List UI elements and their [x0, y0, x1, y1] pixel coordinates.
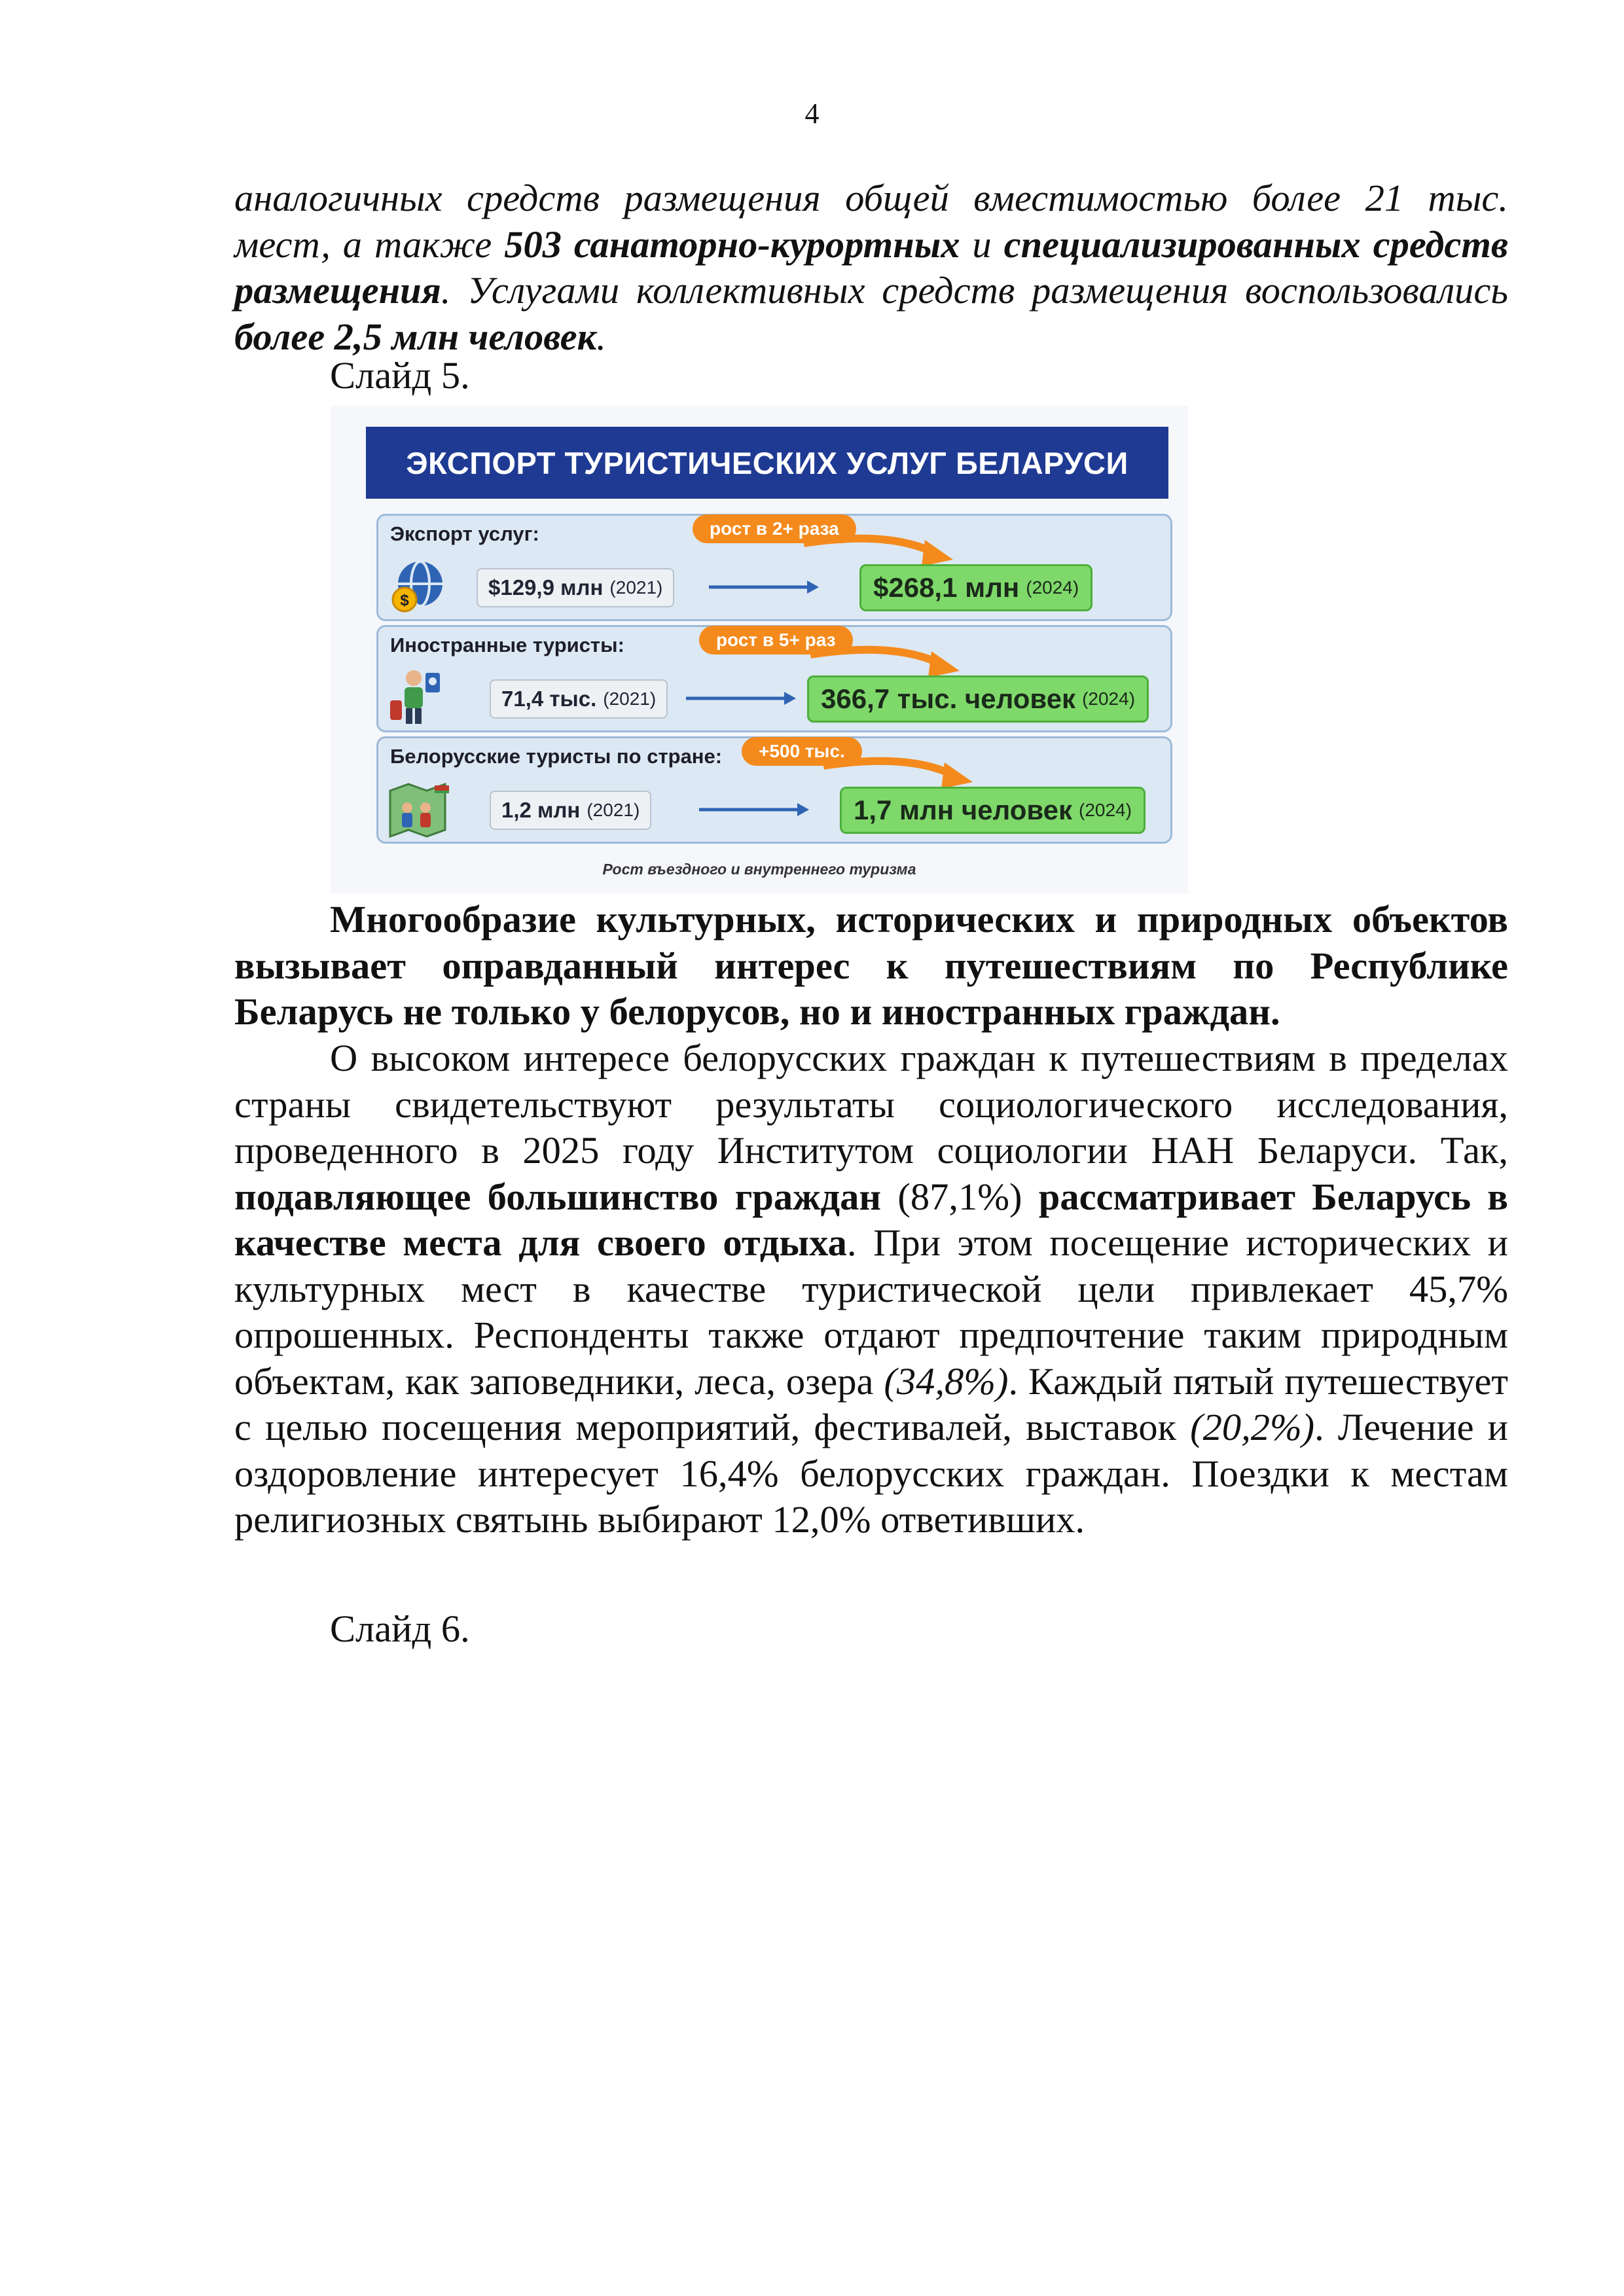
- export-services-row: [376, 514, 1172, 621]
- para3-bold-2: рассматривает Беларусь в качестве места для своего отдыха: [234, 1175, 1508, 1264]
- map-people-icon: [388, 779, 453, 841]
- svg-text:$: $: [400, 592, 409, 609]
- para1-text-1: аналогичных средств размещения общей вместимостью более 21 тыс. мест, а также: [234, 177, 1508, 266]
- foreign-tourists-row: [376, 625, 1172, 732]
- old-year: (2021): [603, 689, 657, 709]
- paragraph-cultural-diversity: Многообразие культурных, исторических и природных объектов вызывает оправданный интерес к путешествиям по Республике Беларусь не только у белорусов, но и иностранных граждан.: [234, 898, 1508, 1033]
- new-year: (2024): [1026, 577, 1079, 598]
- globe-money-icon: [388, 556, 446, 619]
- orange-growth-arrow-icon: [804, 524, 954, 569]
- para3-text-5: . Лечение и оздоровление интересует 16,4% белорусских граждан. Поездки к местам религиозных святынь выбирают 12,0% ответивших.: [234, 1406, 1508, 1541]
- value-2024: [840, 787, 1146, 834]
- old-value: 1,2 млн: [501, 798, 581, 822]
- old-year: (2021): [586, 800, 640, 820]
- para1-bold-2: специализированных средств размещения: [234, 223, 1508, 312]
- blue-arrow-icon: [686, 689, 797, 708]
- growth-badge: рост в 2+ раза: [693, 514, 856, 543]
- value-2021: [490, 679, 668, 719]
- value-2024: [859, 564, 1092, 611]
- para3-text-1: О высоком интересе белорусских граждан к путешествиям в пределах страны свидетельствуют результаты социологического исследования, проведенного в 2025 году Институтом социологии НАН Беларуси. Так,: [234, 1037, 1508, 1172]
- traveler-icon: [388, 668, 446, 730]
- para1-bold-1: 503 санаторно-курортных: [504, 223, 960, 266]
- paragraph-sociological-study: [234, 1035, 1508, 1543]
- row-label: Белорусские туристы по стране:: [390, 745, 723, 768]
- page-number: 4: [804, 98, 820, 130]
- growth-badge: +500 тыс.: [742, 737, 862, 766]
- old-value: $129,9 млн: [488, 575, 604, 600]
- value-2021: [477, 568, 674, 607]
- new-value: 366,7 тыс. человек: [821, 683, 1076, 714]
- infographic-caption: Рост въездного и внутреннего туризма: [602, 861, 916, 878]
- growth-badge: рост в 5+ раз: [699, 626, 853, 655]
- orange-growth-arrow-icon: [810, 635, 961, 681]
- para1-text-3: . Услугами коллективных средств размещения воспользовались: [441, 269, 1508, 312]
- para1-text-4: .: [596, 315, 606, 358]
- para1-text-2: и: [960, 223, 1004, 266]
- new-value: 1,7 млн человек: [854, 795, 1073, 825]
- old-value: 71,4 тыс.: [501, 687, 597, 711]
- infographic-title: ЭКСПОРТ ТУРИСТИЧЕСКИХ УСЛУГ БЕЛАРУСИ: [366, 427, 1168, 499]
- row-label: Иностранные туристы:: [390, 634, 624, 656]
- slide-5-label: Слайд 5.: [330, 354, 470, 397]
- new-year: (2024): [1082, 689, 1136, 709]
- new-value: $268,1 млн: [873, 572, 1020, 603]
- para1-bold-3: более 2,5 млн человек: [234, 315, 597, 358]
- para3-italic-2: (20,2%): [1190, 1406, 1315, 1448]
- para3-italic-1: (34,8%): [884, 1359, 1009, 1403]
- row-label: Экспорт услуг:: [390, 522, 539, 545]
- para3-bold-1: подавляющее большинство граждан: [234, 1175, 882, 1218]
- para3-text-4: . Каждый пятый путешествует с целью посещения мероприятий, фестивалей, выставок: [234, 1359, 1508, 1448]
- value-2021: [490, 791, 651, 830]
- value-2024: [807, 675, 1149, 723]
- para3-text-3: . При этом посещение исторических и культурных мест в качестве туристической цели привлекает 45,7% опрошенных. Респонденты также отдают предпочтение таким природным объектам, как заповедники, леса, озера: [234, 1221, 1508, 1403]
- para3-text-2: (87,1%): [881, 1175, 1039, 1218]
- blue-arrow-icon: [699, 800, 810, 819]
- paragraph-accommodation: [234, 175, 1508, 360]
- orange-growth-arrow-icon: [823, 746, 974, 792]
- domestic-tourists-row: [376, 736, 1172, 844]
- old-year: (2021): [609, 577, 663, 598]
- blue-arrow-icon: [709, 577, 820, 597]
- new-year: (2024): [1079, 800, 1132, 820]
- tourism-export-infographic: [331, 406, 1188, 893]
- slide-6-label: Слайд 6.: [330, 1607, 470, 1650]
